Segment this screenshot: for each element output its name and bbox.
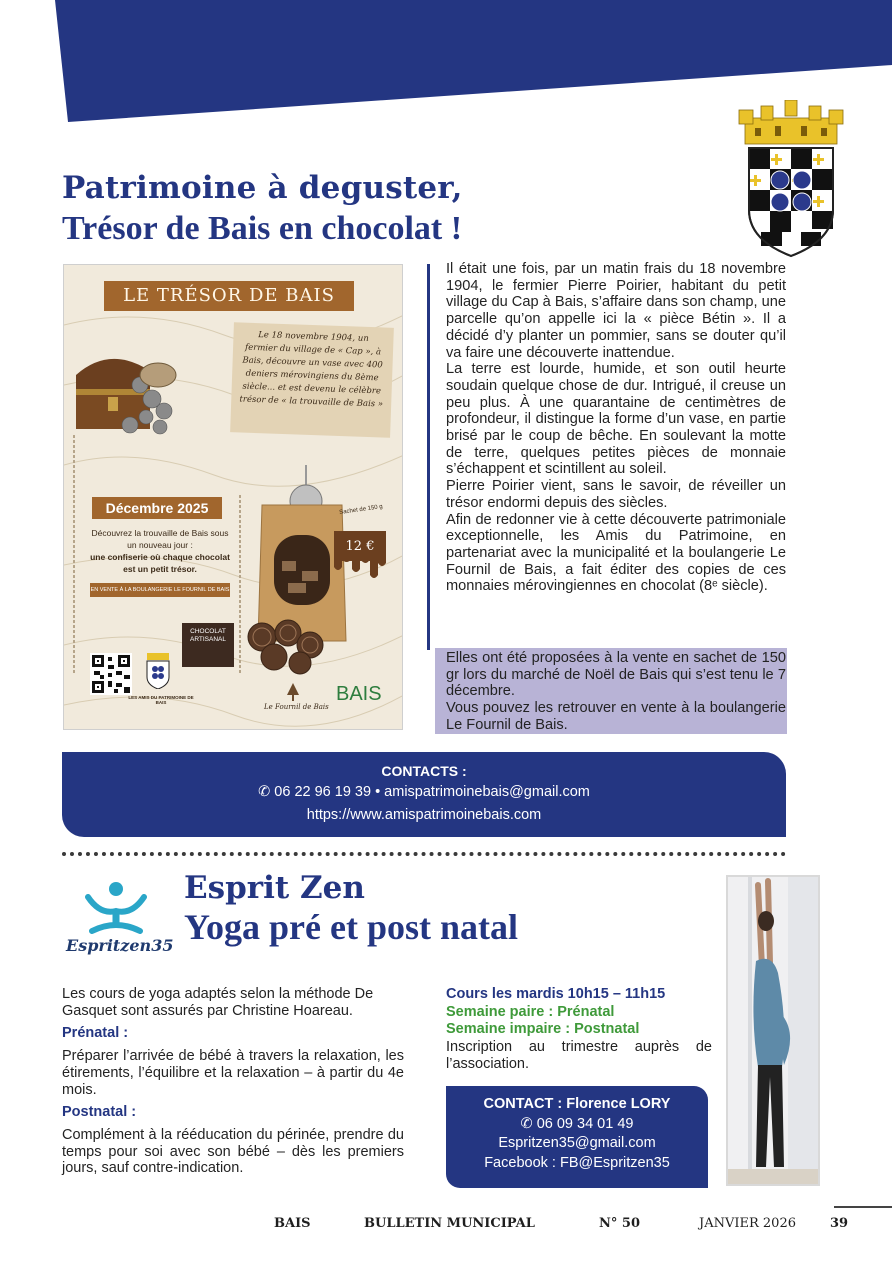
postnatal-text: Complément à la rééducation du périnée, prendre du temps pour soi avec son bébé – dès les premiers jours, sauf contre-indication.: [62, 1126, 404, 1177]
zen-contact-facebook[interactable]: Facebook : FB@Espritzen35: [484, 1154, 670, 1171]
article-title-bold: Patrimoine à deguster,: [62, 170, 463, 206]
zen-intro: Les cours de yoga adaptés selon la méthode De Gasquet sont assurés par Christine Hoareau.: [62, 986, 374, 1019]
yoga-photo: [726, 875, 820, 1186]
contacts-website-link[interactable]: https://www.amispatrimoinebais.com: [306, 807, 542, 823]
contacts-title: CONTACTS :: [381, 763, 467, 779]
bais-coat-of-arms-icon: [735, 100, 847, 260]
poster-artisanal-label: CHOCOLAT ARTISANAL: [182, 623, 234, 667]
postnatal-heading: Postnatal :: [62, 1104, 137, 1121]
espritzen-logo-text: Espritzen35: [66, 936, 174, 955]
zen-schedule: Cours les mardis 10h15 – 11h15: [446, 986, 666, 1002]
small-coat-of-arms-icon: [144, 653, 172, 689]
page-number: 39: [830, 1216, 849, 1231]
poster-description: [90, 527, 230, 575]
story-accent-bar: [427, 264, 430, 650]
zen-left-column: [62, 986, 404, 1183]
contacts-box: [62, 752, 786, 837]
footer-date: JANVIER 2026: [699, 1216, 796, 1231]
poster-date: Décembre 2025: [92, 497, 222, 519]
fournil-tree-icon: [286, 683, 300, 701]
highlight-paragraph: Vous pouvez les retrouver en vente à la boulangerie Le Fournil de Bais.: [446, 700, 786, 733]
zen-title-bold: Esprit Zen: [184, 870, 365, 906]
article-highlight-box: [435, 648, 787, 734]
contacts-phone-email[interactable]: ✆ 06 22 96 19 39 • amispatrimoinebais@gmail.com: [258, 784, 590, 800]
zen-title-light: Yoga pré et post natal: [184, 907, 518, 947]
poster-story-note: Le 18 novembre 1904, un fermier du village de « Cap », à Bais, découvre un vase avec 400 deniers mérovingiens du 8ème siècle... et est devenu le célèbre trésor de « la trouvaille de Bais »: [230, 322, 394, 438]
poster-price: 12 €: [340, 533, 380, 561]
pregnant-yoga-figure: [728, 877, 818, 1184]
qr-code-icon: [90, 653, 132, 695]
zen-week-even: Semaine paire : Prénatal: [446, 1003, 615, 1020]
poster-price-tag: [332, 501, 388, 581]
poster-amis-label: LES AMIS DU PATRIMOINE DE BAIS: [128, 695, 194, 705]
story-paragraph: Pierre Poirier vient, sans le savoir, de réveiller un trésor endormi depuis des siècles.: [446, 478, 786, 511]
article-body: [446, 261, 786, 595]
story-paragraph: Afin de redonner vie à cette découverte patrimoniale exceptionnelle, les Amis du Patrimoine, en partenariat avec la municipalité et la boulangerie Le Fournil de Bais, a fait éditer des copies de ces monnaies mérovingiennes en chocolat (8ᵉ siècle).: [446, 511, 786, 595]
poster-text-1: Découvrez la trouvaille de Bais sous un nouveau jour :: [91, 528, 229, 550]
prenatal-heading: Prénatal :: [62, 1025, 129, 1042]
poster-fine-print: [70, 435, 78, 675]
zen-inscription: Inscription au trimestre auprès de l’association.: [446, 1038, 712, 1072]
section-divider: [62, 852, 786, 860]
poster-bais-logo: BAIS: [336, 683, 382, 705]
zen-contact-email[interactable]: Espritzen35@gmail.com: [498, 1135, 656, 1151]
poster-text-2: une confiserie où chaque chocolat est un petit trésor.: [90, 552, 230, 574]
zen-right-column: [446, 986, 712, 1073]
zen-week-odd: Semaine impaire : Postnatal: [446, 1021, 640, 1037]
poster-sale-strip: EN VENTE À LA BOULANGERIE LE FOURNIL DE BAIS: [90, 583, 230, 597]
poster-fournil-label: Le Fournil de Bais: [264, 703, 329, 711]
footer-town: BAIS: [274, 1216, 311, 1231]
zen-contact-box: [446, 1086, 708, 1188]
footer-rule: [834, 1206, 892, 1208]
tresor-poster: [63, 264, 403, 730]
treasure-chest-icon: [70, 345, 180, 435]
poster-fine-print-2: [236, 495, 244, 675]
poster-sachet-label: Sachet de 150 g: [338, 503, 384, 517]
story-paragraph: La terre est lourde, humide, et son outil heurte soudain quelque chose de dur. Intrigué, il creuse un peu plus. À une quarantaine de centimètres de profondeur, il distingue la forme d’un vase, en partie brisé par le coup de bêche. En soulevant la motte de terre, quelques petites pièces de monnaie s’échappent et scintillent au soleil.: [446, 361, 786, 478]
zen-contact-phone[interactable]: ✆ 06 09 34 01 49: [520, 1115, 634, 1132]
footer-bulletin: BULLETIN MUNICIPAL: [364, 1216, 535, 1231]
highlight-paragraph: Elles ont été proposées à la vente en sachet de 150 gr lors du marché de Noël de Bais qui s’est tenu le 7 décembre.: [446, 650, 786, 700]
poster-title: LE TRÉSOR DE BAIS: [104, 281, 354, 311]
article-title-light: Trésor de Bais en chocolat !: [62, 210, 463, 247]
story-paragraph: Il était une fois, par un matin frais du 18 novembre 1904, le fermier Pierre Poirier, habitant du petit village du Cap à Bais, s’affaire dans son champ, une parcelle qu’on appelle ici la « pièce Bétin ». Il a décidé d’y planter un pommier, sans se douter qu’il va faire une découverte inattendue.: [446, 261, 786, 361]
prenatal-text: Préparer l’arrivée de bébé à travers la relaxation, les étirements, l’équilibre et la relaxation – à partir du 4e mois.: [62, 1048, 404, 1098]
zen-contact-title: CONTACT : Florence LORY: [483, 1096, 671, 1112]
footer-issue: N° 50: [599, 1216, 640, 1231]
chocolate-coins-icon: [244, 615, 334, 675]
